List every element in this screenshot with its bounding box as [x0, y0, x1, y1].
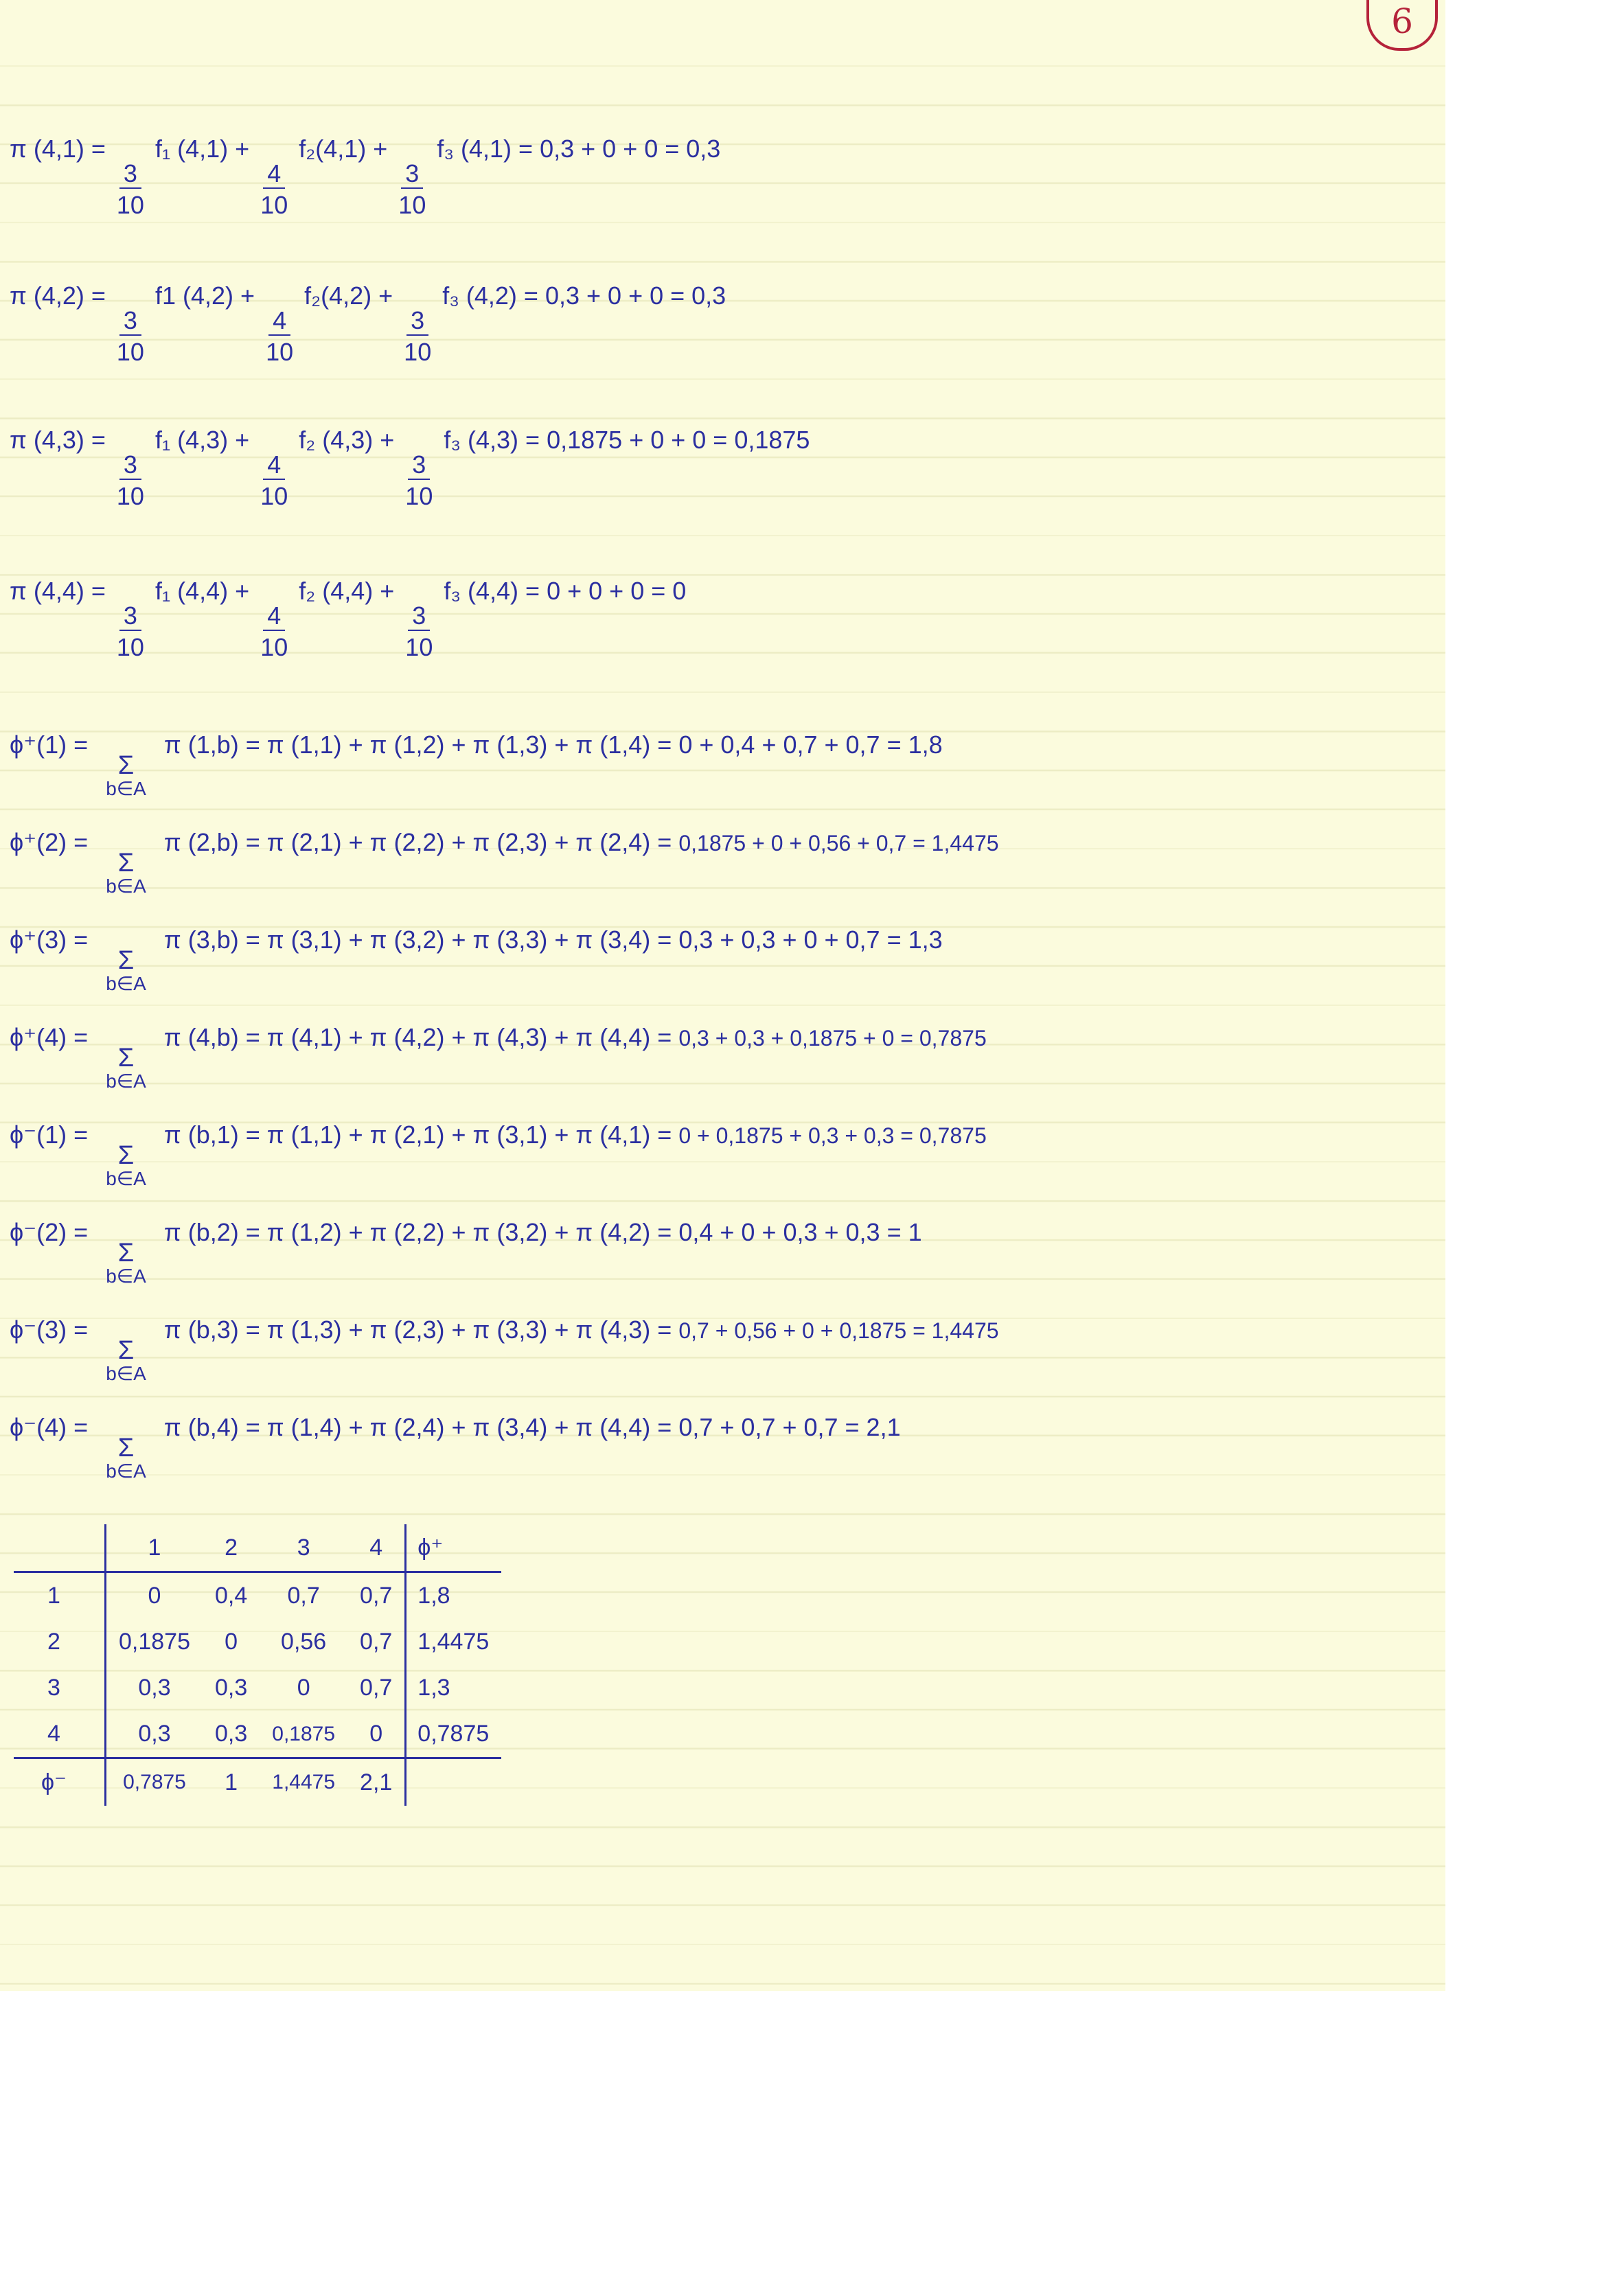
- phi-result: 0,4 + 0 + 0,3 + 0,3 = 1: [678, 1218, 922, 1246]
- weight-fraction-3: $\frac{3}{10}$: [398, 159, 426, 219]
- matrix-cell: 0,3: [106, 1711, 203, 1758]
- phi-term: π (1,b) =: [163, 731, 260, 759]
- phi-term: π (4,b) =: [163, 1023, 260, 1051]
- phi-plus-2: [10, 828, 1438, 898]
- matrix-cell: 0,7: [360, 1629, 393, 1655]
- pi-f2: f₂ (4,4) +: [299, 577, 395, 605]
- phi-minus-value: 0,7875: [123, 1771, 186, 1793]
- matrix-cell: 0: [347, 1711, 406, 1758]
- weight-fraction-1: $\frac{3}{10}$: [116, 601, 144, 661]
- phi-plus-3: [10, 926, 1438, 996]
- pi-lhs: π (4,4) =: [10, 577, 106, 605]
- sum-symbol: Σ b∈A: [106, 1336, 146, 1384]
- phi-minus-header: ϕ⁻: [14, 1758, 106, 1806]
- weight-fraction-2: $\frac{4}{10}$: [266, 306, 294, 366]
- weight-fraction-1: $\frac{3}{10}$: [116, 450, 144, 510]
- row-label: 2: [14, 1619, 106, 1665]
- matrix-cell: 0,7: [287, 1583, 320, 1609]
- matrix-cell: 0,3: [138, 1675, 171, 1701]
- pi-result: 0,3 + 0 + 0 = 0,3: [540, 135, 721, 163]
- pi-result: 0,3 + 0 + 0 = 0,3: [545, 282, 726, 310]
- matrix-cell: 0: [148, 1583, 161, 1609]
- pi-f2: f₂ (4,3) +: [299, 426, 395, 454]
- phi-minus-3: [10, 1316, 1438, 1386]
- phi-expansion: π (1,4) + π (2,4) + π (3,4) + π (4,4) =: [266, 1413, 672, 1441]
- sum-symbol: Σ b∈A: [106, 1434, 146, 1482]
- weight-fraction-3: $\frac{3}{10}$: [405, 601, 433, 661]
- phi-minus-value: 1,4475: [272, 1771, 336, 1793]
- pi-f1: f₁ (4,1) +: [154, 135, 250, 163]
- phi-term: π (b,2) =: [163, 1218, 260, 1246]
- matrix-cell: 0,4: [215, 1583, 248, 1609]
- pi-equation-4-4: [10, 577, 1438, 661]
- phi-result: 0,7 + 0,56 + 0 + 0,1875 = 1,4475: [678, 1318, 999, 1343]
- pi-f3: f₃ (4,3) =: [444, 426, 540, 454]
- weight-fraction-3: $\frac{3}{10}$: [405, 450, 433, 510]
- pi-f2: f₂(4,2) +: [304, 282, 393, 310]
- column-header: 4: [347, 1524, 406, 1572]
- table-row: [14, 1619, 501, 1665]
- phi-plus-value: 1,8: [406, 1572, 502, 1620]
- phi-term: π (b,3) =: [163, 1316, 260, 1344]
- table-row: [14, 1711, 501, 1758]
- phi-minus-1: [10, 1121, 1438, 1191]
- phi-minus-row: [14, 1758, 501, 1806]
- phi-plus-value: 1,3: [406, 1665, 502, 1711]
- phi-expansion: π (4,1) + π (4,2) + π (4,3) + π (4,4) =: [266, 1023, 672, 1051]
- phi-lhs: ϕ⁻(2) =: [10, 1218, 89, 1246]
- sum-symbol: Σ b∈A: [106, 946, 146, 994]
- pi-f1: f₁ (4,3) +: [154, 426, 250, 454]
- sum-symbol: Σ b∈A: [106, 751, 146, 799]
- pi-equation-4-3: [10, 426, 1438, 510]
- matrix-cell: 0: [225, 1629, 238, 1655]
- pi-f3: f₃ (4,2) =: [442, 282, 538, 310]
- matrix-cell: 0: [297, 1675, 310, 1701]
- pi-lhs: π (4,3) =: [10, 426, 106, 454]
- preference-matrix: [14, 1524, 501, 1806]
- phi-expansion: π (1,2) + π (2,2) + π (3,2) + π (4,2) =: [266, 1218, 672, 1246]
- sum-symbol: Σ b∈A: [106, 1141, 146, 1189]
- phi-term: π (2,b) =: [163, 828, 260, 856]
- sum-symbol: Σ b∈A: [106, 1239, 146, 1287]
- row-label: 1: [14, 1572, 106, 1620]
- row-label: 4: [14, 1711, 106, 1758]
- phi-expansion: π (2,1) + π (2,2) + π (2,3) + π (2,4) =: [266, 828, 672, 856]
- phi-term: π (b,4) =: [163, 1413, 260, 1441]
- phi-lhs: ϕ⁺(1) =: [10, 731, 89, 759]
- phi-lhs: ϕ⁻(3) =: [10, 1316, 89, 1344]
- phi-lhs: ϕ⁻(4) =: [10, 1413, 89, 1441]
- phi-plus-header: ϕ⁺: [406, 1524, 502, 1572]
- phi-lhs: ϕ⁺(3) =: [10, 926, 89, 954]
- weight-fraction-3: $\frac{3}{10}$: [404, 306, 432, 366]
- weight-fraction-1: $\frac{3}{10}$: [116, 159, 144, 219]
- phi-lhs: ϕ⁻(1) =: [10, 1121, 89, 1149]
- phi-result: 0,7 + 0,7 + 0,7 = 2,1: [678, 1413, 901, 1441]
- pi-f3: f₃ (4,4) =: [444, 577, 540, 605]
- phi-result: 0 + 0,1875 + 0,3 + 0,3 = 0,7875: [678, 1123, 987, 1148]
- table-row: [14, 1572, 501, 1620]
- phi-plus-4: [10, 1023, 1438, 1093]
- matrix-cell: 0,3: [215, 1675, 248, 1701]
- table-row: [14, 1665, 501, 1711]
- pi-f1: f1 (4,2) +: [154, 282, 255, 310]
- pi-result: 0,1875 + 0 + 0 = 0,1875: [547, 426, 810, 454]
- phi-result: 0 + 0,4 + 0,7 + 0,7 = 1,8: [678, 731, 943, 759]
- empty-cell: [406, 1758, 502, 1806]
- row-label: 3: [14, 1665, 106, 1711]
- phi-minus-2: [10, 1218, 1438, 1288]
- weight-fraction-1: $\frac{3}{10}$: [116, 306, 144, 366]
- phi-minus-4: [10, 1413, 1438, 1483]
- sum-symbol: Σ b∈A: [106, 1044, 146, 1092]
- phi-expansion: π (1,1) + π (1,2) + π (1,3) + π (1,4) =: [266, 731, 672, 759]
- phi-plus-value: 0,7875: [406, 1711, 502, 1758]
- sum-symbol: Σ b∈A: [106, 849, 146, 897]
- matrix-cell: 0,7: [360, 1675, 393, 1701]
- phi-lhs: ϕ⁺(4) =: [10, 1023, 89, 1051]
- column-header: 1: [106, 1524, 203, 1572]
- phi-result: 0,3 + 0,3 + 0,1875 + 0 = 0,7875: [678, 1026, 987, 1051]
- page-number: 6: [1366, 0, 1438, 51]
- pi-result: 0 + 0 + 0 = 0: [547, 577, 687, 605]
- phi-term: π (b,1) =: [163, 1121, 260, 1149]
- matrix-cell: 0,3: [203, 1711, 260, 1758]
- pi-f1: f₁ (4,4) +: [154, 577, 250, 605]
- phi-term: π (3,b) =: [163, 926, 260, 954]
- phi-plus-value: 1,4475: [406, 1619, 502, 1665]
- pi-lhs: π (4,2) =: [10, 282, 106, 310]
- phi-minus-value: 1: [225, 1769, 238, 1795]
- phi-expansion: π (3,1) + π (3,2) + π (3,3) + π (3,4) =: [266, 926, 672, 954]
- pi-equation-4-2: [10, 282, 1438, 366]
- matrix-corner: [14, 1524, 106, 1572]
- pi-lhs: π (4,1) =: [10, 135, 106, 163]
- phi-minus-value: 2,1: [360, 1769, 393, 1795]
- matrix-cell: 0,7: [360, 1583, 393, 1609]
- weight-fraction-2: $\frac{4}{10}$: [260, 601, 288, 661]
- pi-f3: f₃ (4,1) =: [437, 135, 534, 163]
- phi-result: 0,1875 + 0 + 0,56 + 0,7 = 1,4475: [678, 831, 999, 856]
- matrix-cell: 0,1875: [260, 1711, 347, 1758]
- column-header: 3: [260, 1524, 347, 1572]
- weight-fraction-2: $\frac{4}{10}$: [260, 159, 288, 219]
- matrix-cell: 0,56: [281, 1629, 327, 1655]
- phi-lhs: ϕ⁺(2) =: [10, 828, 89, 856]
- column-header: 2: [203, 1524, 260, 1572]
- phi-plus-1: [10, 731, 1438, 801]
- weight-fraction-2: $\frac{4}{10}$: [260, 450, 288, 510]
- matrix-header-row: [14, 1524, 501, 1572]
- phi-result: 0,3 + 0,3 + 0 + 0,7 = 1,3: [678, 926, 943, 954]
- pi-f2: f₂(4,1) +: [299, 135, 388, 163]
- phi-expansion: π (1,3) + π (2,3) + π (3,3) + π (4,3) =: [266, 1316, 672, 1344]
- pi-equation-4-1: [10, 135, 1438, 219]
- phi-expansion: π (1,1) + π (2,1) + π (3,1) + π (4,1) =: [266, 1121, 672, 1149]
- matrix-cell: 0,1875: [119, 1629, 190, 1655]
